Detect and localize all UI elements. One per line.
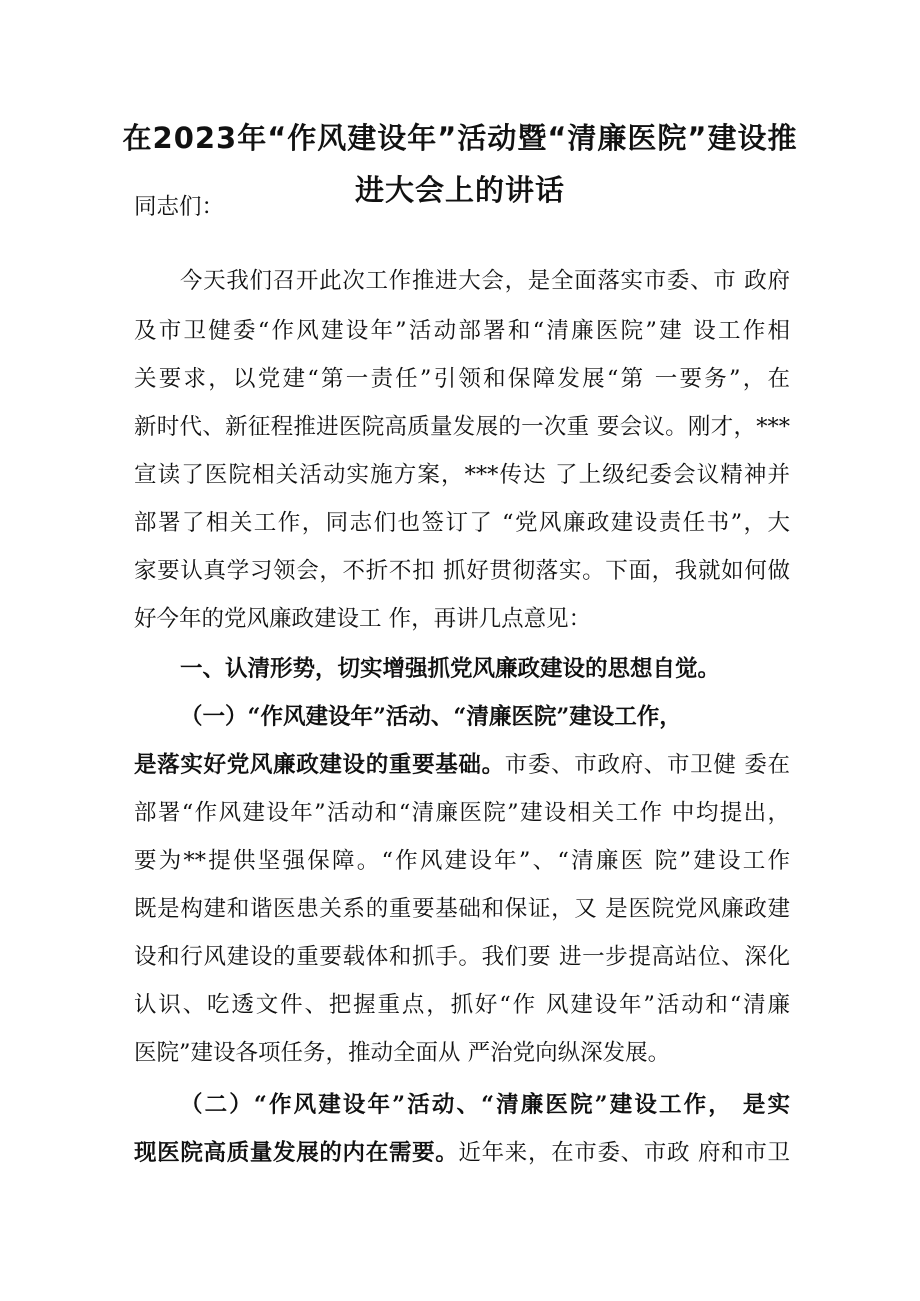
section-1-heading: 一、认清形势，切实增强抓党风廉政建设的思想自觉。	[180, 656, 721, 682]
paragraph-1-line: 新时代、新征程推进医院高质量发展的一次重 要会议。刚才，***	[134, 414, 790, 440]
subsection-1-line: 既是构建和谐医患关系的重要基础和保证，又 是医院党风廉政建	[134, 896, 790, 922]
document-title-line-2: 进大会上的讲话	[354, 173, 565, 207]
subsection-2-line	[134, 1138, 790, 1168]
paragraph-1-line: 宣读了医院相关活动实施方案，***传达 了上级纪委会议精神并	[134, 462, 790, 488]
subsection-1-bold-lead: 是落实好党风廉政建设的重要基础。	[134, 752, 505, 778]
subsection-2-first-line-rest: 近年来，在市委、市政 府和市卫	[458, 1140, 790, 1166]
subsection-1-line: 要为**提供坚强保障。“作风建设年”、“清廉医 院”建设工作	[134, 848, 790, 874]
subsection-2-heading: （二）“作风建设年”活动、“清廉医院”建设工作， 是实	[180, 1092, 790, 1118]
document-title-line-1: 在2023年“作风建设年”活动暨“清廉医院”建设推	[122, 121, 798, 155]
paragraph-1-line: 及市卫健委“作风建设年”活动部署和“清廉医院”建 设工作相	[134, 318, 790, 344]
subsection-1-line	[134, 750, 790, 780]
paragraph-1-line: 部署了相关工作，同志们也签订了 “党风廉政建设责任书”，大	[134, 510, 790, 536]
paragraph-1-line: 关要求，以党建“第一责任”引领和保障发展“第 一要务”，在	[134, 366, 790, 392]
paragraph-1-line: 今天我们召开此次工作推进大会，是全面落实市委、市 政府	[180, 268, 790, 294]
subsection-2-bold-lead: 现医院高质量发展的内在需要。	[134, 1140, 459, 1166]
salutation: 同志们：	[134, 194, 225, 220]
subsection-1-line: 医院”建设各项任务，推动全面从 严治党向纵深发展。	[134, 1040, 671, 1066]
subsection-1-heading: （一）“作风建设年”活动、“清廉医院”建设工作，	[180, 704, 682, 730]
subsection-1-line: 认识、吃透文件、把握重点，抓好“作 风建设年”活动和“清廉	[134, 992, 790, 1018]
subsection-1-first-line-rest: 市委、市政府、市卫健 委在	[504, 752, 790, 778]
paragraph-1-line: 家要认真学习领会，不折不扣 抓好贯彻落实。下面，我就如何做	[134, 558, 790, 584]
subsection-1-line: 部署“作风建设年”活动和“清廉医院”建设相关工作 中均提出，	[134, 800, 790, 826]
subsection-1-line: 设和行风建设的重要载体和抓手。我们要 进一步提高站位、深化	[134, 944, 790, 970]
paragraph-1-line: 好今年的党风廉政建设工 作，再讲几点意见：	[134, 606, 592, 632]
